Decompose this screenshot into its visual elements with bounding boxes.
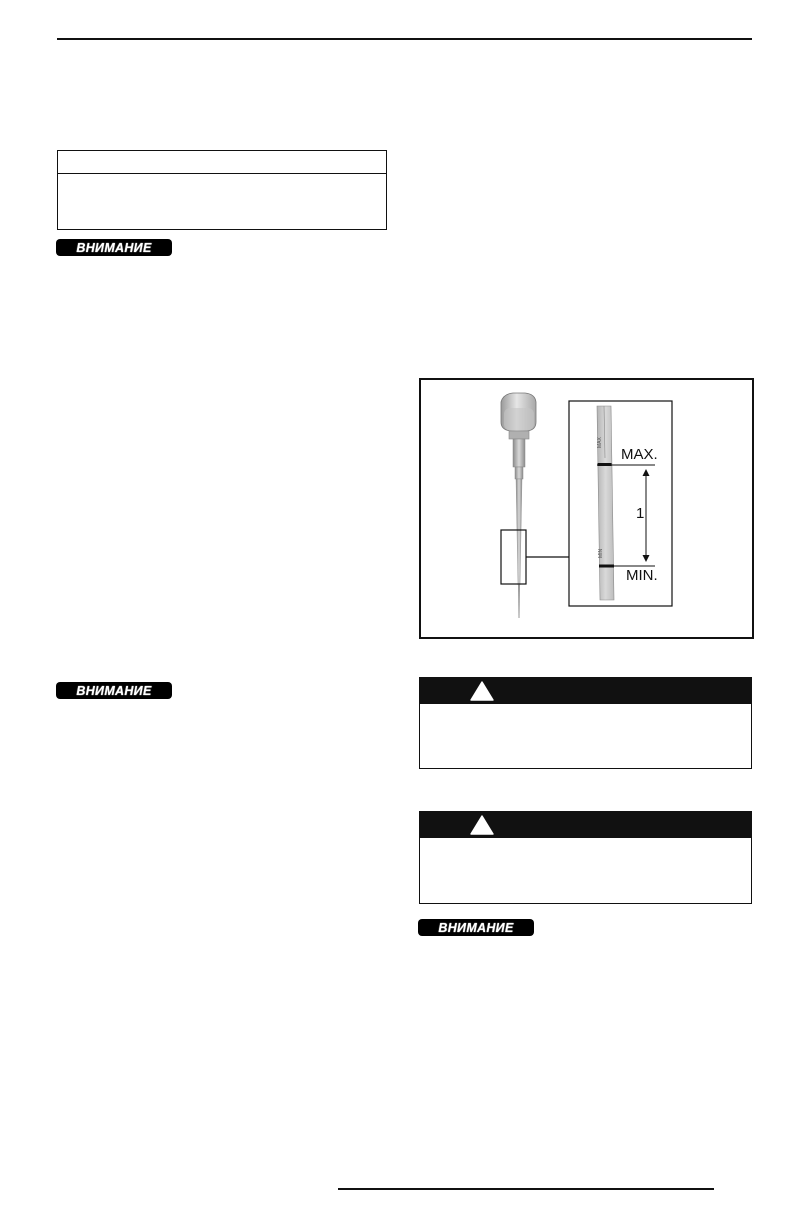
caution-badge-label: ВНИМАНИЕ xyxy=(438,920,514,935)
dipstick-rod xyxy=(513,439,525,618)
warning-box-2 xyxy=(419,811,752,904)
caution-badge-label: ВНИМАНИЕ xyxy=(76,683,152,698)
caution-badge-label: ВНИМАНИЕ xyxy=(76,240,152,255)
caution-badge-1 xyxy=(56,239,172,256)
warning-box-1 xyxy=(419,677,752,769)
warning-triangle-icon xyxy=(470,681,494,701)
warning-box-header xyxy=(420,812,751,838)
detail-frame-small xyxy=(501,530,526,584)
svg-text:MAX: MAX xyxy=(597,437,603,448)
note-box xyxy=(57,150,387,230)
caution-badge-3 xyxy=(418,919,534,936)
footer-rule xyxy=(338,1188,714,1190)
dipstick-illustration xyxy=(421,380,752,637)
warning-triangle-icon xyxy=(470,815,494,835)
dipstick-cap xyxy=(501,393,536,439)
dipstick-figure xyxy=(419,378,754,639)
max-label: MAX. xyxy=(621,446,658,463)
caution-badge-2 xyxy=(56,682,172,699)
callout-number: 1 xyxy=(636,505,645,522)
warning-box-header xyxy=(420,678,751,704)
header-rule xyxy=(57,38,752,40)
svg-text:MIN: MIN xyxy=(598,548,604,558)
min-label: MIN. xyxy=(626,567,658,584)
note-box-header xyxy=(58,151,386,174)
